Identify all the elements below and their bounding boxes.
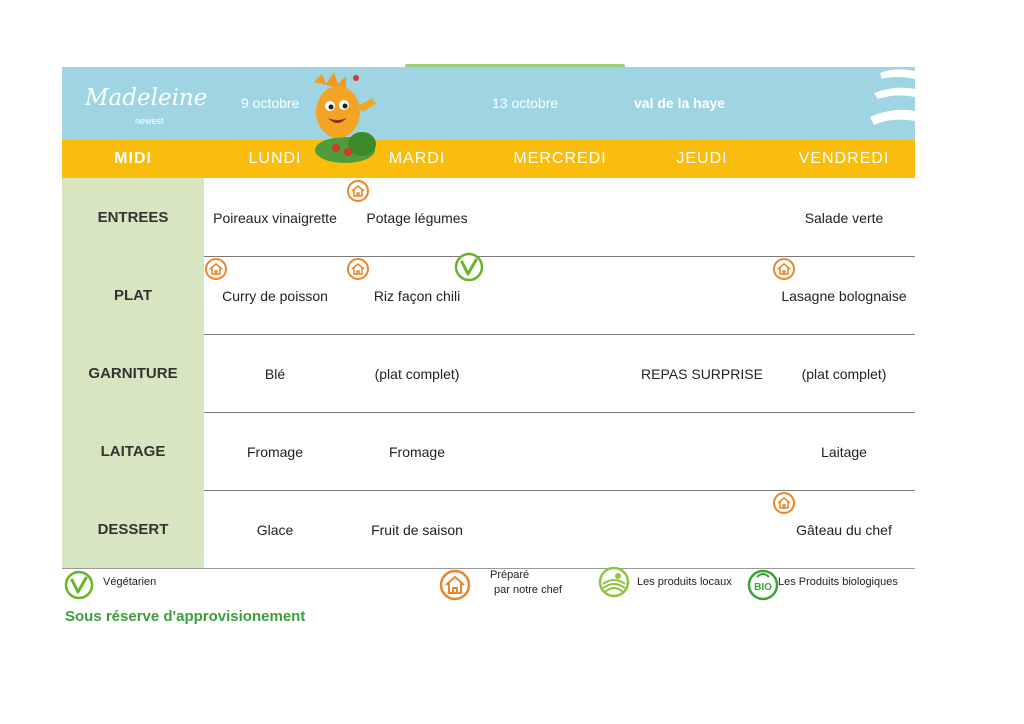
- logo-subtitle: newest: [135, 116, 164, 126]
- menu-item: (plat complet): [801, 366, 887, 382]
- legend-bio-label: Les Produits biologiques: [778, 576, 898, 588]
- location-name: val de la haye: [634, 95, 726, 111]
- day-lundi: LUNDI: [248, 150, 302, 167]
- vegetarian-icon: [454, 252, 484, 282]
- brand-logo: [85, 85, 208, 126]
- row-divider: [204, 256, 915, 257]
- menu-item: Laitage: [821, 444, 867, 460]
- bio-badge-text: BIO: [754, 582, 772, 593]
- row-divider: [204, 412, 915, 413]
- menu-item: Salade verte: [804, 210, 884, 226]
- legend-local-label: Les produits locaux: [637, 576, 732, 588]
- menu-item: Curry de poisson: [222, 288, 328, 304]
- menu-item: Fruit de saison: [371, 522, 463, 538]
- menu-item: Blé: [264, 366, 286, 382]
- bio-icon: [747, 569, 779, 601]
- chef-house-icon: [347, 258, 369, 280]
- row-label-dessert: DESSERT: [97, 521, 169, 538]
- menu-item: Poireaux vinaigrette: [213, 210, 337, 226]
- menu-item: Glace: [256, 522, 294, 538]
- logo-name: Madeleine: [85, 85, 208, 111]
- day-vendredi: VENDREDI: [798, 150, 890, 167]
- chef-house-icon: [439, 569, 471, 601]
- supply-disclaimer: Sous réserve d'approvisionement: [65, 608, 306, 625]
- row-label-laitage: LAITAGE: [100, 443, 166, 460]
- menu-item: Lasagne bolognaise: [781, 288, 907, 304]
- menu-item: Fromage: [246, 444, 304, 460]
- row-divider: [204, 490, 915, 491]
- day-mardi: MARDI: [388, 150, 446, 167]
- row-divider: [204, 334, 915, 335]
- day-header-bar: [62, 140, 915, 178]
- vegetarian-icon: [64, 570, 94, 600]
- legend-chef-line1: Préparé: [490, 569, 530, 581]
- week-start-date: 9 octobre: [241, 95, 300, 111]
- menu-item: REPAS SURPRISE: [641, 366, 763, 382]
- chef-house-icon: [773, 492, 795, 514]
- legend-vegetarian-label: Végétarien: [103, 576, 157, 588]
- row-label-entrees: ENTREES: [97, 209, 169, 226]
- chef-house-icon: [773, 258, 795, 280]
- table-bottom-border: [62, 568, 915, 569]
- menu-item: Potage légumes: [366, 210, 468, 226]
- day-jeudi: JEUDI: [676, 150, 728, 167]
- mascot-illustration: [300, 72, 382, 167]
- week-end-date: 13 octobre: [492, 95, 559, 111]
- chef-house-icon: [347, 180, 369, 202]
- local-products-icon: [598, 566, 630, 598]
- menu-item: Riz façon chili: [373, 288, 461, 304]
- legend-chef-line2: par notre chef: [494, 584, 562, 596]
- menu-item: Fromage: [388, 444, 446, 460]
- row-label-garniture: GARNITURE: [88, 365, 178, 382]
- row-label-plat: PLAT: [113, 287, 153, 304]
- menu-item: Gâteau du chef: [796, 522, 892, 538]
- day-mercredi: MERCREDI: [513, 150, 607, 167]
- wave-decoration: [870, 67, 915, 140]
- chef-house-icon: [205, 258, 227, 280]
- meal-label: MIDI: [114, 150, 152, 167]
- menu-item: (plat complet): [374, 366, 460, 382]
